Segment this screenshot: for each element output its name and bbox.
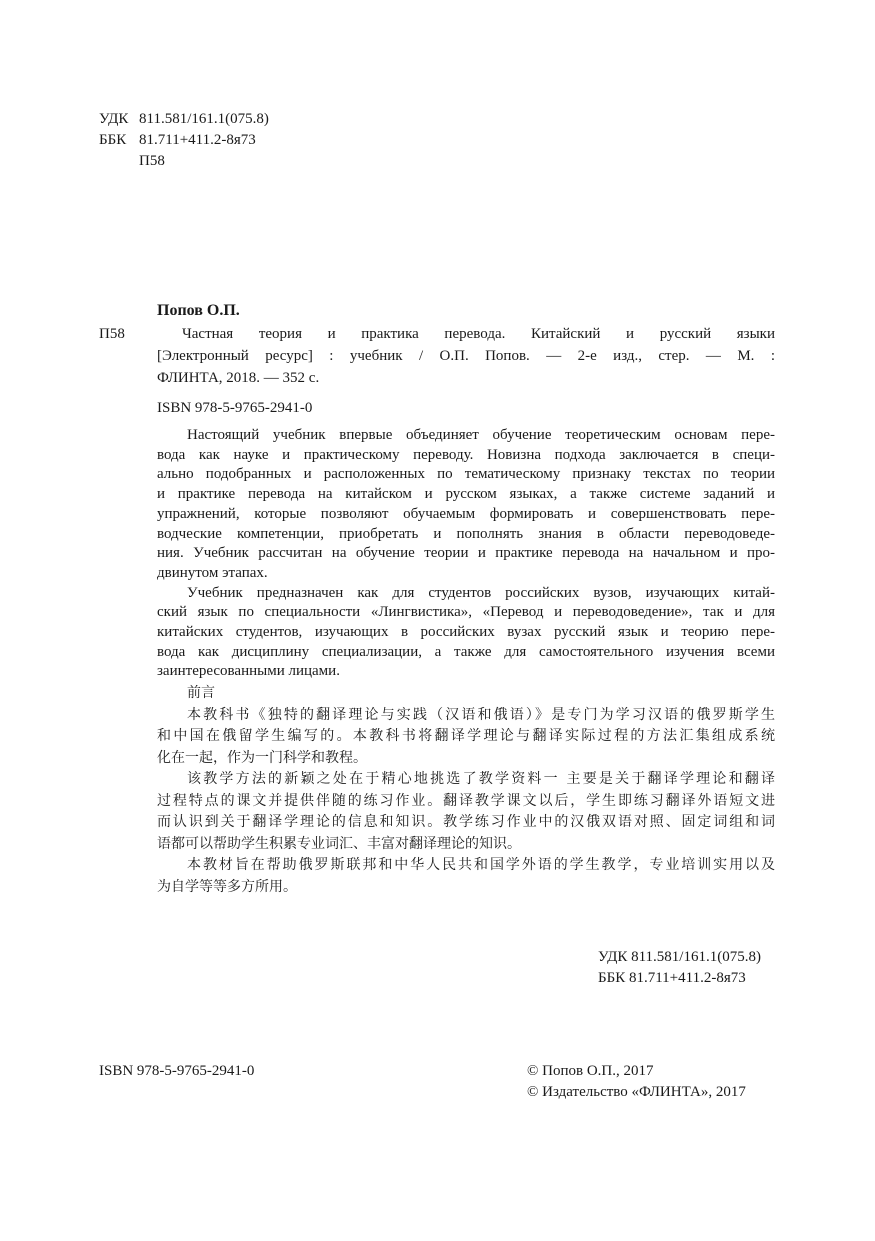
- annotation-ru-line: вода как дисциплину специализации, а также для самостоятельного изучения всеми: [157, 643, 775, 660]
- isbn-footer: ISBN 978-5-9765-2941-0: [99, 1063, 255, 1079]
- annotation-zh-paragraph-2: [157, 769, 775, 855]
- annotation-zh-line: 本教科书《独特的翻译理论与实践（汉语和俄语）》是专门为学习汉语的俄罗斯学生: [187, 706, 775, 723]
- annotation-zh-paragraph-3: [157, 855, 775, 898]
- annotation-ru: [157, 426, 775, 682]
- bbk-code-top: [99, 130, 256, 151]
- bbk-code-bottom: ББК 81.711+411.2-8я73: [598, 970, 746, 986]
- annotation-ru-line: двинутом этапах.: [157, 564, 268, 581]
- annotation-ru-line: вода как науке и практическому переводу. Новизна подхода заключается в специ-: [157, 446, 775, 463]
- annotation-ru-line: водческие компетенции, приобретать и пополнять знания в области переводоведе-: [157, 525, 775, 542]
- isbn-record: ISBN 978-5-9765-2941-0: [157, 400, 313, 416]
- annotation-zh-line: 本教材旨在帮助俄罗斯联邦和中华人民共和国学外语的学生教学，专业培训实用以及: [187, 857, 775, 873]
- annotation-zh-line: 而认识到关于翻译学理论的信息和知识。教学练习作业中的汉俄双语对照、固定词组和词: [157, 814, 775, 830]
- annotation-ru-line: заинтересованными лицами.: [157, 663, 340, 680]
- annotation-zh-line: 化在一起，作为一门科学和教程。: [157, 749, 367, 766]
- author-mark: П58: [99, 326, 125, 342]
- annotation-ru-line: ально подобранных и расположенных по тематическому признаку текстах по теории: [157, 466, 775, 483]
- author-name: Попов О.П.: [157, 302, 240, 319]
- annotation-zh-line: 和中国在俄留学生编写的。本教科书将翻译学理论与翻译实际过程的方法汇集组成系统: [157, 728, 775, 744]
- annotation-zh-line: 过程特点的课文并提供伴随的练习作业。翻译教学课文以后，学生即练习翻译外语短文进: [157, 792, 775, 809]
- annotation-ru-line: и практике перевода на китайском и русском языках, а также системе заданий и: [157, 486, 775, 503]
- annotation-ru-line: упражнений, которые позволяют обучаемым формировать и совершенствовать пере-: [157, 505, 775, 522]
- annotation-zh-heading: 前言: [187, 685, 215, 701]
- annotation-zh-line: 该教学方法的新颖之处在于精心地挑选了教学资料一 主要是关于翻译学理论和翻译: [187, 771, 775, 787]
- annotation-ru-line: китайских студентов, изучающих в российских вузах русский язык и теорию пере-: [157, 624, 775, 641]
- copyright-publisher: © Издательство «ФЛИНТА», 2017: [527, 1084, 746, 1100]
- annotation-ru-paragraph-1: [157, 426, 775, 584]
- annotation-zh-line: 语都可以帮助学生积累专业词汇、丰富对翻译理论的知识。: [157, 835, 521, 852]
- author-mark-top: П58: [139, 153, 165, 169]
- annotation-ru-line: ния. Учебник рассчитан на обучение теории и практике перевода на начальном и про-: [157, 545, 775, 562]
- annotation-zh: [157, 683, 775, 898]
- annotation-ru-line: Учебник предназначен как для студентов российских вузов, изучающих китай-: [187, 584, 775, 601]
- bbk-value: 81.711+411.2-8я73: [139, 132, 256, 148]
- annotation-ru-line: ский язык по специальности «Лингвистика», «Перевод и переводоведение», так и для: [157, 604, 775, 621]
- annotation-ru-line: Настоящий учебник впервые объединяет обучение теоретическим основам пере-: [187, 427, 775, 443]
- bbk-label: ББК: [99, 132, 127, 148]
- annotation-zh-line: 为自学等等多方所用。: [157, 878, 297, 895]
- description-line-3: ФЛИНТА, 2018. — 352 с.: [157, 370, 320, 386]
- udk-code-top: [99, 109, 269, 130]
- udk-value: 811.581/161.1(075.8): [139, 111, 269, 127]
- udk-code-bottom: УДК 811.581/161.1(075.8): [598, 949, 761, 965]
- udk-label: УДК: [99, 111, 129, 127]
- description-line-2: [Электронный ресурс] : учебник / О.П. Попов. — 2-е изд., стер. — М. :: [157, 348, 775, 364]
- annotation-zh-paragraph-1: [157, 705, 775, 770]
- description-line-1: Частная теория и практика перевода. Китайский и русский языки: [182, 326, 775, 342]
- annotation-ru-paragraph-2: [157, 584, 775, 683]
- copyright-author: © Попов О.П., 2017: [527, 1063, 654, 1079]
